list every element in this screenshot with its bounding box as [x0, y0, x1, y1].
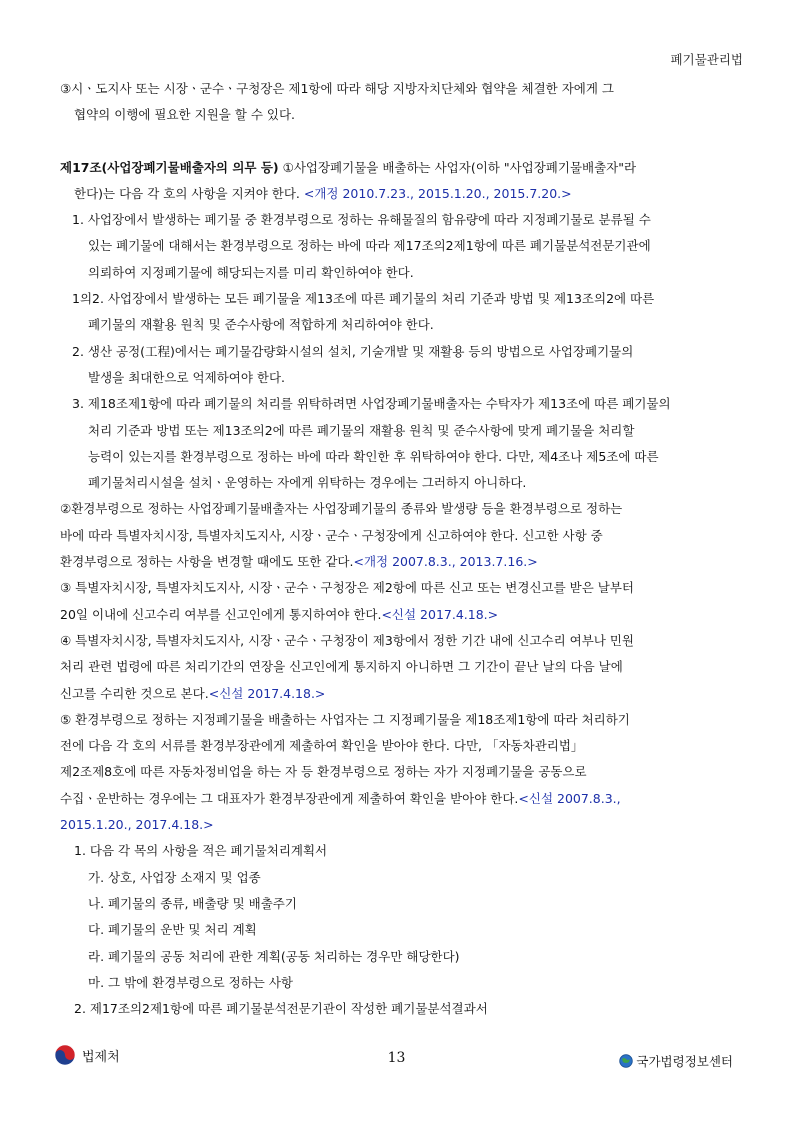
- sub-item-ga: 가. 상호, 사업장 소재지 및 업종: [88, 869, 261, 885]
- globe-icon: [619, 1054, 633, 1068]
- amendment-note: <개정 2007.8.3., 2013.7.16.>: [353, 554, 538, 570]
- law-name-header: 폐기물관리법: [670, 52, 743, 67]
- item-3-line-2: 처리 기준과 방법 또는 제13조의2에 따른 폐기물의 재활용 원칙 및 준수사항에 맞게 폐기물을 처리할: [88, 422, 635, 438]
- paragraph-5-line-1: ⑤ 환경부령으로 정하는 지정폐기물을 배출하는 사업자는 그 지정폐기물을 제18조제1항에 따라 처리하기: [60, 711, 630, 727]
- item-1-line-2: 있는 폐기물에 대해서는 환경부령으로 정하는 바에 따라 제17조의2제1항에 따른 폐기물분석전문기관에: [88, 238, 651, 254]
- paragraph-5-line-3: 제2조제8호에 따른 자동차정비업을 하는 자 등 환경부령으로 정하는 자가 지정폐기물을 공동으로: [60, 764, 587, 780]
- article-title: 제17조(사업장폐기물배출자의 의무 등): [60, 159, 279, 175]
- paragraph-2-line-3: [60, 549, 746, 575]
- sub-item-1: 1. 다음 각 목의 사항을 적은 폐기물처리계획서: [74, 843, 328, 859]
- paragraph-2-text: 환경부령으로 정하는 사항을 변경할 때에도 또한 같다.: [60, 554, 354, 570]
- paragraph-5-text: 수집ㆍ운반하는 경우에는 그 대표자가 환경부장관에게 제출하여 확인을 받아야 한다.: [60, 790, 519, 806]
- paragraph-4-line-1: ④ 특별자치시장, 특별자치도지사, 시장ㆍ군수ㆍ구청장이 제3항에서 정한 기간 내에 신고수리 여부나 민원: [60, 632, 634, 648]
- item-1-2-line-2: 폐기물의 재활용 원칙 및 준수사항에 적합하게 처리하여야 한다.: [88, 317, 434, 333]
- item-3: [60, 391, 746, 417]
- amendment-note: <개정 2010.7.23., 2015.1.20., 2015.7.20.>: [303, 185, 572, 201]
- paragraph-3-intro-cont: 협약의 이행에 필요한 지원을 할 수 있다.: [74, 107, 296, 123]
- document-body: [60, 76, 746, 1022]
- item-1-line-3: 의뢰하여 지정폐기물에 해당되는지를 미리 확인하여야 한다.: [88, 264, 414, 280]
- amendment-note: <신설 2017.4.18.>: [208, 685, 326, 701]
- paragraph-4-line-2: 처리 관련 법령에 따른 처리기간의 연장을 신고인에게 통지하지 아니하면 그 기간이 끝난 날의 다음 날에: [60, 659, 623, 675]
- item-3-line-1: 3. 제18조제1항에 따라 폐기물의 처리를 위탁하려면 사업장폐기물배출자는 수탁자가 제13조에 따른 폐기물의: [72, 396, 671, 412]
- paragraph-3-text: 20일 이내에 신고수리 여부를 신고인에게 통지하여야 한다.: [60, 606, 382, 622]
- sub-item-2: 2. 제17조의2제1항에 따른 폐기물분석전문기관이 작성한 폐기물분석결과서: [74, 1001, 488, 1017]
- amendment-note-cont: 2015.1.20., 2017.4.18.>: [60, 817, 214, 833]
- paragraph-5-line-2: 전에 다음 각 호의 서류를 환경부장관에게 제출하여 확인을 받아야 한다. 다만, 「자동차관리법」: [60, 738, 584, 754]
- paragraph-3-line-2: [60, 602, 746, 628]
- item-1: [60, 207, 746, 233]
- item-1-line-1: 1. 사업장에서 발생하는 폐기물 중 환경부령으로 정하는 유해물질의 함유량에 따라 지정폐기물로 분류될 수: [72, 212, 651, 228]
- paragraph-3-line-1: ③ 특별자치시장, 특별자치도지사, 시장ㆍ군수ㆍ구청장은 제2항에 따른 신고 또는 변경신고를 받은 날부터: [60, 580, 634, 596]
- footer-law-info-center: [619, 1052, 733, 1070]
- item-3-line-3: 능력이 있는지를 환경부령으로 정하는 바에 따라 확인한 후 위탁하여야 한다. 다만, 제4조나 제5조에 따른: [88, 448, 659, 464]
- paragraph-4-line-3: [60, 681, 746, 707]
- sub-item-ra: 라. 폐기물의 공동 처리에 관한 계획(공동 처리하는 경우만 해당한다): [88, 948, 460, 964]
- footer-right-label: 국가법령정보센터: [636, 1054, 733, 1069]
- paragraph-3-intro: ③시ㆍ도지사 또는 시장ㆍ군수ㆍ구청장은 제1항에 따라 해당 지방자치단체와 협약을 체결한 자에게 그: [60, 81, 614, 96]
- item-1-2: [60, 286, 746, 312]
- page-number: 13: [387, 1050, 406, 1066]
- sub-item-ma: 마. 그 밖에 환경부령으로 정하는 사항: [88, 974, 293, 990]
- paragraph-4-text: 신고를 수리한 것으로 본다.: [60, 685, 209, 701]
- item-2-line-1: 2. 생산 공정(工程)에서는 폐기물감량화시설의 설치, 기술개발 및 재활용 등의 방법으로 사업장폐기물의: [72, 343, 634, 359]
- article-17-heading: [60, 155, 746, 181]
- amendment-note: <신설 2017.4.18.>: [381, 606, 499, 622]
- item-2: [60, 339, 746, 365]
- article-para-1-cont: [60, 181, 746, 207]
- item-3-line-4: 폐기물처리시설을 설치ㆍ운영하는 자에게 위탁하는 경우에는 그러하지 아니하다.: [88, 475, 527, 491]
- article-para-1: ①사업장폐기물을 배출하는 사업자(이하 "사업장폐기물배출자"라: [278, 159, 637, 175]
- sub-item-da: 다. 폐기물의 운반 및 처리 계획: [88, 922, 257, 938]
- item-1-2-line-1: 1의2. 사업장에서 발생하는 모든 폐기물을 제13조에 따른 폐기물의 처리 기준과 방법 및 제13조의2에 따른: [72, 291, 655, 307]
- paragraph-5-line-4: [60, 786, 746, 812]
- paragraph-2-line-2: 바에 따라 특별자치시장, 특별자치도지사, 시장ㆍ군수ㆍ구청장에게 신고하여야 한다. 신고한 사항 중: [60, 527, 603, 543]
- spacer: [60, 129, 746, 155]
- sub-item-na: 나. 폐기물의 종류, 배출량 및 배출주기: [88, 895, 297, 911]
- footer-left-label: 법제처: [82, 1049, 120, 1065]
- article-para-1-text: 한다)는 다음 각 호의 사항을 지켜야 한다.: [74, 185, 304, 201]
- amendment-note: <신설 2007.8.3.,: [518, 790, 621, 806]
- item-2-line-2: 발생을 최대한으로 억제하여야 한다.: [88, 369, 286, 385]
- paragraph-2-line-1: ②환경부령으로 정하는 사업장폐기물배출자는 사업장폐기물의 종류와 발생량 등을 환경부령으로 정하는: [60, 501, 623, 517]
